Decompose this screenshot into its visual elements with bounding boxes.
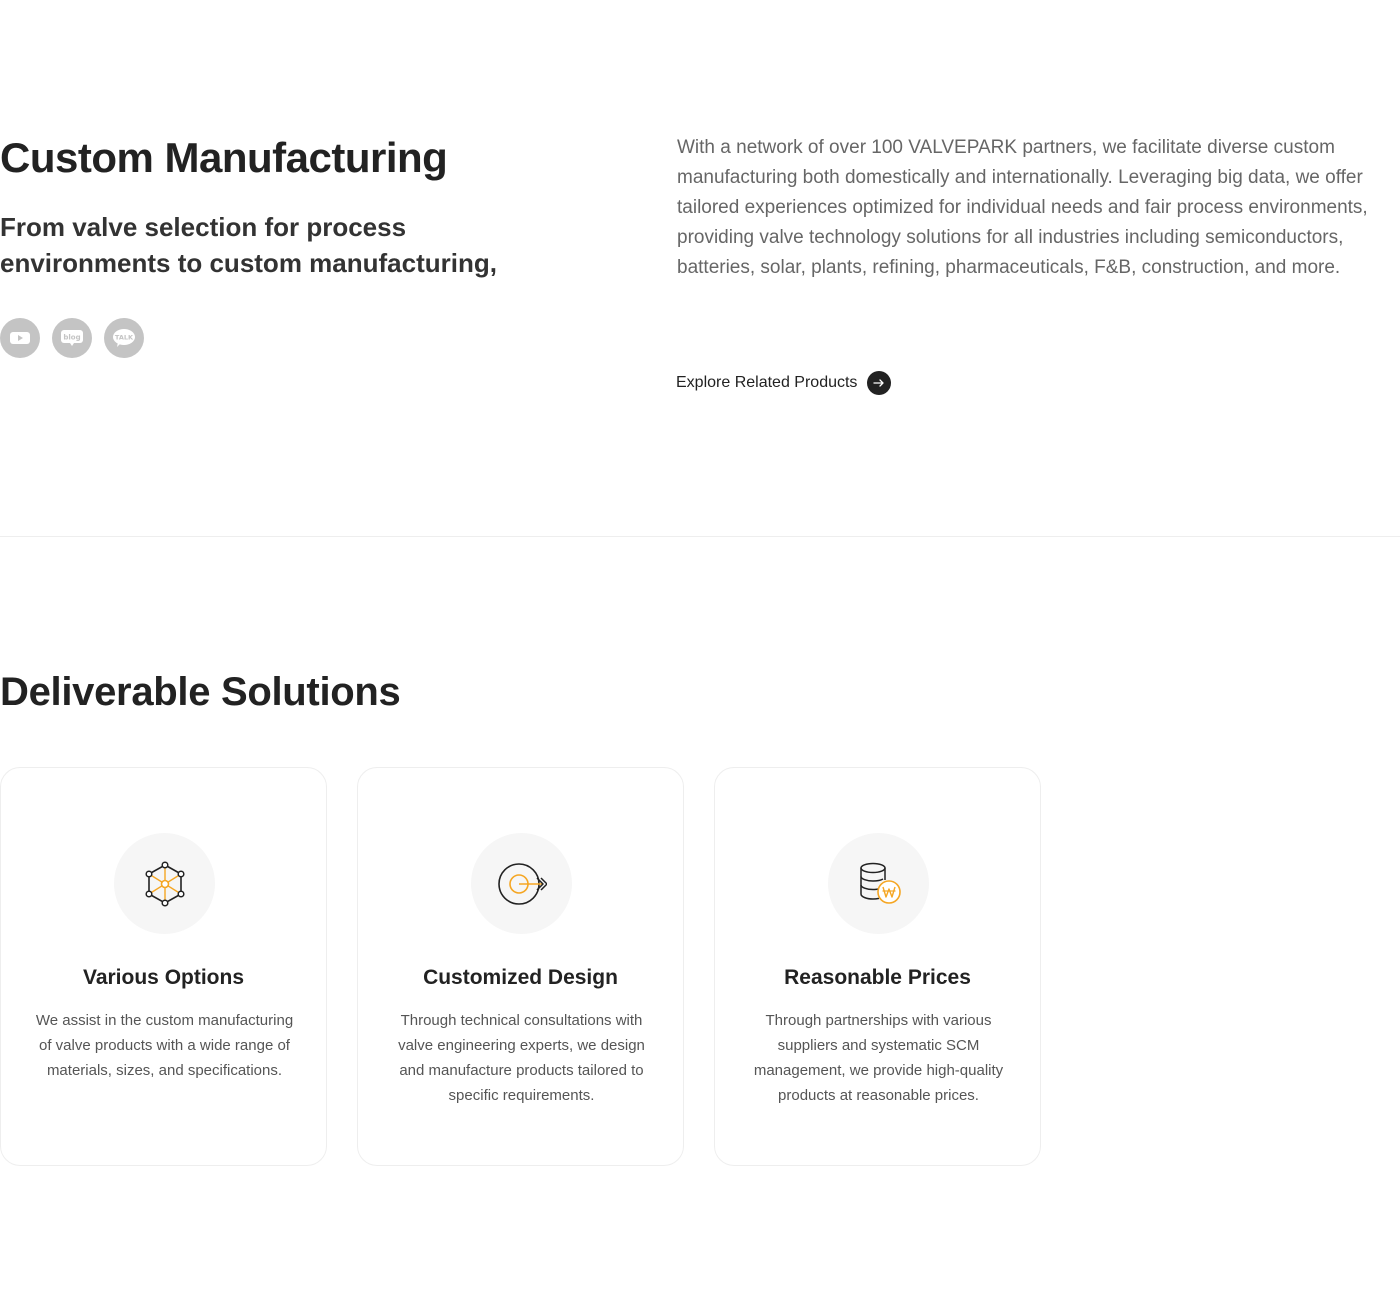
solution-cards <box>0 767 1041 1166</box>
explore-label: Explore Related Products <box>676 374 858 391</box>
youtube-button[interactable] <box>0 318 40 358</box>
solution-card <box>0 767 327 1166</box>
hero-section <box>0 0 1400 537</box>
hero-description: With a network of over 100 VALVEPARK partners, we facilitate diverse custom manufacturing both domestically and internationally. Leveraging big data, we offer tailored experiences optimized for individual needs and fair process environments, providing valve technology solutions for all industries including semiconductors, batteries, solar, plants, refining, pharmaceuticals, F&B, construction, and more. <box>677 137 1368 278</box>
solution-card <box>357 767 684 1166</box>
social-links <box>0 318 144 358</box>
section-title: Deliverable Solutions <box>0 670 401 714</box>
kakaotalk-icon-label: TALK <box>114 333 134 342</box>
kakaotalk-icon <box>111 327 137 349</box>
card-title: Reasonable Prices <box>784 966 971 989</box>
page-title: Custom Manufacturing <box>0 134 448 181</box>
youtube-icon <box>9 330 31 346</box>
kakaotalk-button[interactable] <box>104 318 144 358</box>
hero-subtitle: From valve selection for process environments to custom manufacturing, <box>0 212 497 278</box>
coins-won-icon <box>828 833 929 934</box>
blog-icon-label: blog <box>63 333 81 342</box>
explore-related-products-link[interactable] <box>676 371 891 395</box>
card-title: Various Options <box>82 966 245 989</box>
solution-card <box>714 767 1041 1166</box>
blog-button[interactable] <box>52 318 92 358</box>
card-description: We assist in the custom manufacturing of valve products with a wide range of materials, sizes, and specifications. <box>35 1012 294 1079</box>
target-arrow-icon <box>471 833 572 934</box>
card-title: Customized Design <box>423 966 618 989</box>
network-hexagon-icon <box>114 833 215 934</box>
arrow-right-icon <box>867 371 891 395</box>
card-description: Through partnerships with various suppliers and systematic SCM management, we provide high-quality products at reasonable prices. <box>753 1012 1004 1104</box>
blog-icon <box>60 328 84 348</box>
card-description: Through technical consultations with valve engineering experts, we design and manufacture products tailored to specific requirements. <box>398 1012 645 1104</box>
